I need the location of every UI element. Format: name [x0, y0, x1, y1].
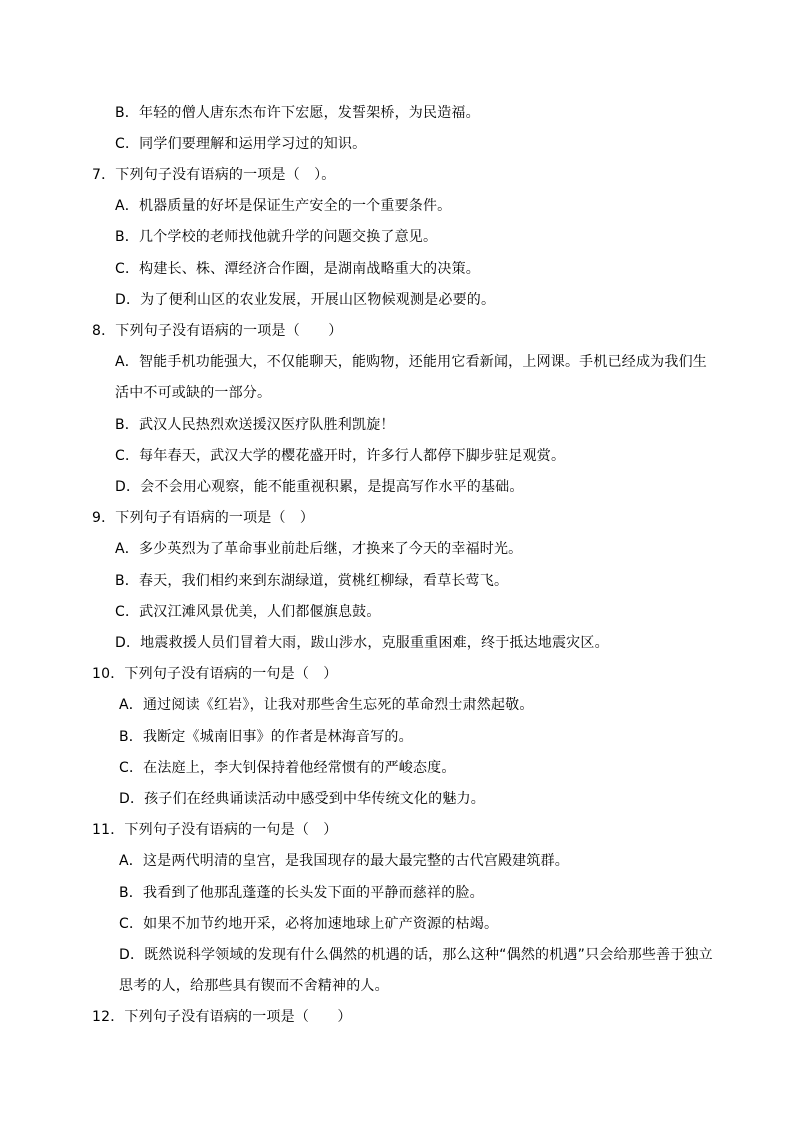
option-line: A．多少英烈为了革命事业前赴后继，才换来了今天的幸福时光。: [115, 541, 523, 557]
option-line: C．在法庭上，李大钊保持着他经常惯有的严峻态度。: [119, 760, 456, 776]
question-line: 12．下列句子没有语病的一项是（ ）: [92, 1009, 352, 1025]
option-line: D．为了便利山区的农业发展，开展山区物候观测是必要的。: [115, 292, 496, 308]
option-line: B．春天，我们相约来到东湖绿道，赏桃红柳绿，看草长莺飞。: [115, 573, 509, 589]
option-line: A．智能手机功能强大，不仅能聊天，能购物，还能用它看新闻，上网课。手机已经成为我们生: [115, 354, 707, 370]
option-line: 活中不可或缺的一部分。: [115, 385, 272, 401]
option-line: B．武汉人民热烈欢送援汉医疗队胜利凯旋！: [115, 417, 395, 433]
option-line: D．既然说科学领域的发现有什么偶然的机遇的话，那么这种“偶然的机遇”只会给那些善于独立: [119, 947, 713, 963]
question-line: 11．下列句子没有语病的一句是（ ）: [92, 822, 338, 838]
option-line: B．年轻的僧人唐东杰布许下宏愿，发誓架桥，为民造福。: [115, 105, 480, 121]
question-line: 8．下列句子没有语病的一项是（ ）: [92, 323, 343, 339]
option-line: D．地震救援人员们冒着大雨，跋山涉水，克服重重困难，终于抵达地震灾区。: [115, 635, 609, 651]
option-line: A．机器质量的好坏是保证生产安全的一个重要条件。: [115, 198, 452, 214]
question-line: 10．下列句子没有语病的一句是（ ）: [92, 666, 338, 682]
option-line: B．我断定《城南旧事》的作者是林海音写的。: [119, 729, 413, 745]
option-line: D．会不会用心观察，能不能重视积累，是提高写作水平的基础。: [115, 479, 524, 495]
option-line: B．我看到了他那乱蓬蓬的长头发下面的平静而慈祥的脸。: [119, 885, 484, 901]
option-line: C．武汉江滩风景优美，人们都偃旗息鼓。: [115, 604, 381, 620]
option-line: A．通过阅读《红岩》，让我对那些舍生忘死的革命烈士肃然起敬。: [119, 697, 534, 713]
option-line: C．如果不加节约地开采，必将加速地球上矿产资源的枯竭。: [119, 916, 499, 932]
question-line: 7．下列句子没有语病的一项是（ ）。: [92, 167, 336, 183]
option-line: C．每年春天，武汉大学的樱花盛开时，许多行人都停下脚步驻足观赏。: [115, 448, 566, 464]
option-line: 思考的人，给那些具有锲而不舍精神的人。: [119, 978, 389, 994]
option-line: C．同学们要理解和运用学习过的知识。: [115, 136, 367, 152]
option-line: D．孩子们在经典诵读活动中感受到中华传统文化的魅力。: [119, 791, 485, 807]
option-line: A．这是两代明清的皇宫，是我国现存的最大最完整的古代宫殿建筑群。: [119, 853, 569, 869]
option-line: C．构建长、株、潭经济合作圈，是湖南战略重大的决策。: [115, 261, 480, 277]
option-line: B．几个学校的老师找他就升学的问题交换了意见。: [115, 229, 438, 245]
question-line: 9．下列句子有语病的一项是（ ）: [92, 510, 315, 526]
